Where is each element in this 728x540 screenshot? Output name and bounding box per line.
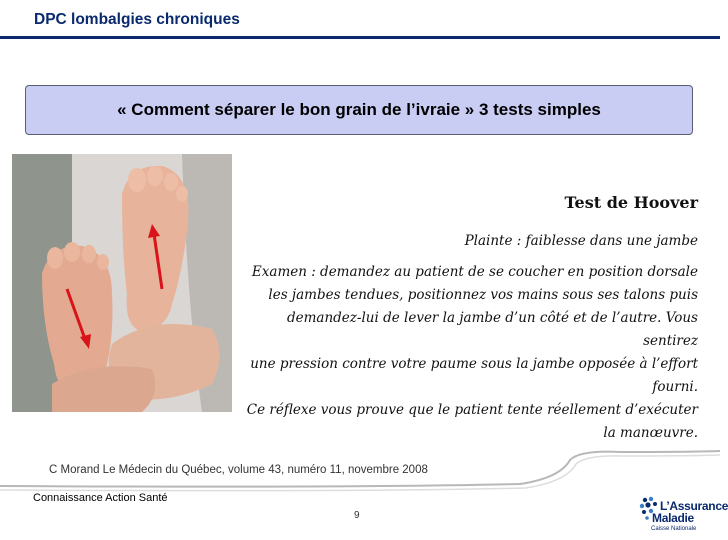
title-divider <box>0 36 720 39</box>
subtitle-banner <box>25 85 693 135</box>
feet-photo <box>12 154 232 412</box>
logo-text-line1: L’Assurance <box>660 499 728 513</box>
page-number: 9 <box>354 510 360 521</box>
footer-organization: Connaissance Action Santé <box>33 492 168 504</box>
hoover-exam-line: une pression contre votre paume sous la jambe opposée à l’effort fourni. <box>250 356 698 395</box>
assurance-maladie-logo <box>638 493 728 538</box>
banner-text: « Comment séparer le bon grain de l’ivraie » 3 tests simples <box>117 100 601 119</box>
citation: C Morand Le Médecin du Québec, volume 43, numéro 11, novembre 2008 <box>49 464 428 476</box>
logo-text-line2: Maladie <box>652 511 694 525</box>
page-title: DPC lombalgies chroniques <box>34 11 240 28</box>
hoover-test-text <box>238 193 698 445</box>
hoover-title: Test de Hoover <box>564 193 698 212</box>
hoover-exam-line: Ce réflexe vous prouve que le patient tente réellement d’exécuter la manœuvre. <box>246 402 698 441</box>
hoover-exam-line: les jambes tendues, positionnez vos mains sous ses talons puis <box>268 287 698 303</box>
hoover-complaint: Plainte : faiblesse dans une jambe <box>464 233 698 249</box>
logo-text-line3: Caisse Nationale <box>651 526 697 532</box>
hoover-exam-line: demandez-lui de lever la jambe d’un côté et de l’autre. Vous sentirez <box>286 310 698 349</box>
hoover-exam-line: Examen : demandez au patient de se coucher en position dorsale <box>251 264 698 280</box>
